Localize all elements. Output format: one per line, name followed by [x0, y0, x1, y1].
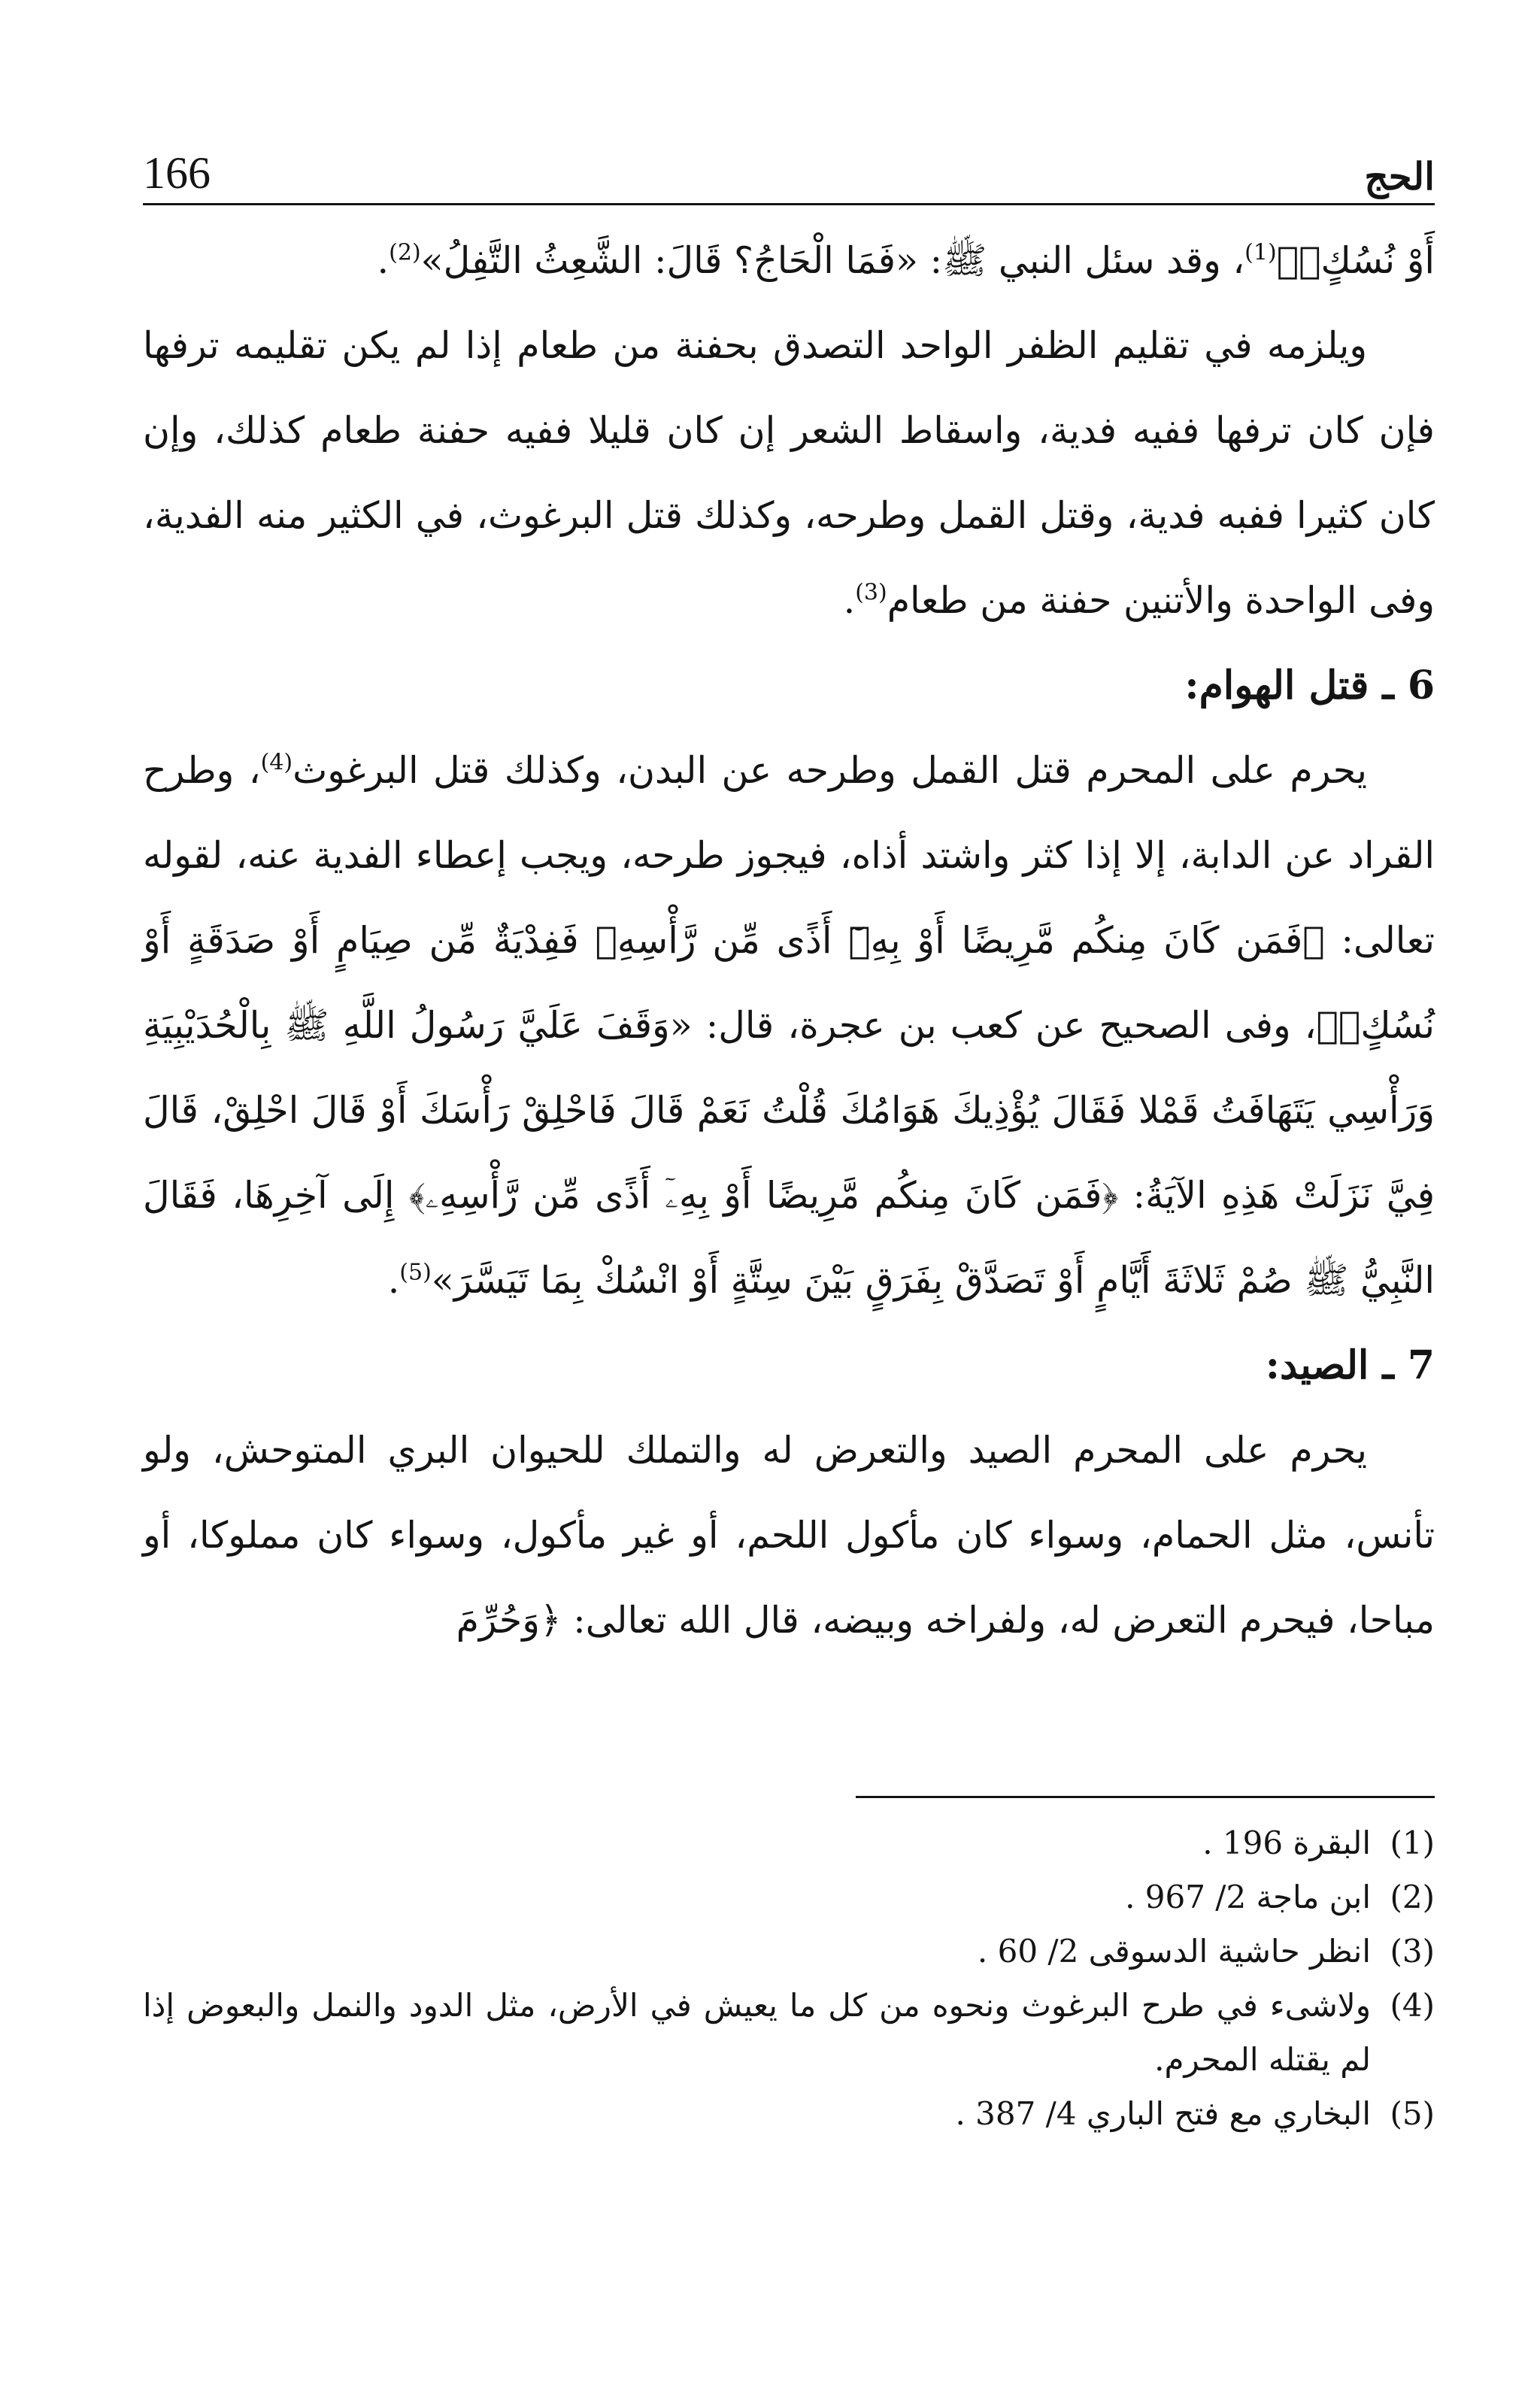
page-number: 166: [143, 148, 211, 198]
footnote-ref-4: (4): [260, 749, 293, 776]
footnote-text: انظر حاشية الدسوقى 2/ 60 .: [977, 1933, 1371, 1970]
running-title: الحج: [1364, 154, 1435, 199]
footnote: [143, 1816, 1435, 1870]
quran-verse-start: ﴿وَحُرِّمَ: [456, 1599, 562, 1642]
header-divider: [143, 203, 1435, 205]
punctuation: .: [377, 239, 390, 282]
paragraph-4: [143, 1408, 1435, 1663]
quran-verse: ﴿فَمَن كَانَ مِنكُم مَّرِيضًا أَوْ بِهِۦٓ أَذًى مِّن رَّأْسِهِۦ فَفِدْيَةٌ مِّن صِيَامٍ أَوْ صَدَقَةٍ أَوْ نُسُكٍۚ﴾: [143, 919, 1435, 1047]
paragraph-text: يحرم على المحرم قتل القمل وطرحه عن البدن، وكذلك قتل البرغوث: [293, 749, 1367, 792]
punctuation: .: [843, 579, 856, 622]
footnote-text: ابن ماجة 2/ 967 .: [1125, 1879, 1371, 1915]
footnote: [143, 1979, 1435, 2087]
footnote: [143, 1924, 1435, 1979]
footnote-ref-3: (3): [855, 579, 887, 606]
footnote-ref-1: (1): [1244, 239, 1277, 266]
paragraph-2: [143, 303, 1435, 643]
paragraph-1: [143, 218, 1435, 303]
footnote-number: (1): [1390, 1824, 1435, 1861]
footnote-number: (2): [1390, 1879, 1435, 1915]
section-heading-6: 6 ـ قتل الهوام:: [1184, 663, 1435, 708]
footnote-divider: [856, 1796, 1435, 1798]
section-heading-7: 7 ـ الصيد:: [1265, 1342, 1435, 1388]
footnote: [143, 2087, 1435, 2141]
hadith-text: ، وقد سئل النبي ﷺ: «فَمَا الْحَاجُ؟ قَالَ: الشَّعِثُ التَّفِلُ»: [420, 239, 1245, 282]
paragraph-text: يحرم على المحرم الصيد والتعرض له والتملك للحيوان البري المتوحش، ولو تأنس، مثل الحمام، وسواء كان مأكول اللحم، أو غير مأكول، وسواء كان مملوكا، أو مباحا، فيحرم التعرض له، ولفراخه وبيضه، قال الله تعالى:: [143, 1429, 1435, 1642]
page-header: [143, 113, 1435, 199]
footnote-ref-2: (2): [389, 239, 421, 266]
paragraph-3: [143, 728, 1435, 1323]
footnote-text: البقرة 196 .: [1202, 1824, 1371, 1861]
footnote-number: (5): [1390, 2095, 1435, 2132]
hadith-text: إِلَى آخِرِهَا، فَقَالَ النَّبِيُّ ﷺ صُمْ ثَلاثَةَ أَيَّامٍ أَوْ تَصَدَّقْ بِفَرَقٍ بَيْنَ سِتَّةٍ أَوْ انْسُكْ بِمَا تَيَسَّرَ»: [143, 1174, 1435, 1302]
main-text: [143, 218, 1435, 1663]
paragraph-text: ويلزمه في تقليم الظفر الواحد التصدق بحفنة من طعام إذا لم يكن تقليمه ترفها فإن كان ترفها ففيه فدية، واسقاط الشعر إن كان قليلا ففيه حفنة طعام كذلك، وإن كان كثيرا ففبه فدية، وقتل القمل وطرحه، وكذلك قتل البرغوث، في الكثير منه الفدية، وفى الواحدة والأتنين حفنة من طعام: [143, 324, 1435, 622]
footnote-ref-5: (5): [399, 1259, 432, 1286]
footnote-text: ولاشىء في طرح البرغوث ونحوه من كل ما يعيش في الأرض، مثل الدود والنمل والبعوض إذا لم يقتله المحرم.: [143, 1987, 1371, 2078]
paragraph-text: ، وطرح القراد عن الدابة، إلا إذا كثر واشتد أذاه، فيجوز طرحه، ويجب إعطاء الفدية عنه، لقوله تعالى:: [143, 749, 1435, 962]
punctuation: .: [387, 1259, 400, 1302]
footnote: [143, 1870, 1435, 1924]
footnote-text: البخاري مع فتح الباري 4/ 387 .: [955, 2095, 1371, 2132]
quran-verse-end: أَوْ نُسُكٍۚ﴾: [1276, 239, 1435, 282]
footnote-number: (4): [1390, 1987, 1435, 2024]
footnote-number: (3): [1390, 1933, 1435, 1970]
hadith-text: ، وفى الصحيح عن كعب بن عجرة، قال: «وَقَفَ عَلَيَّ رَسُولُ اللَّهِ ﷺ بِالْحُدَيْبِيَةِ وَرَأْسِي يَتَهَافَتُ قَمْلا فَقَالَ يُؤْذِيكَ هَوَامُكَ قُلْتُ نَعَمْ قَالَ فَاحْلِقْ رَأْسَكَ أَوْ قَالَ احْلِقْ، قَالَ فِيَّ نَزَلَتْ هَذِهِ الآيَةُ:: [143, 1004, 1435, 1217]
quran-verse: ﴿فَمَن كَانَ مِنكُم مَّرِيضًا أَوْ بِهِۦٓ أَذًى مِّن رَّأْسِهِۦ﴾: [408, 1174, 1119, 1217]
footnotes: [143, 1816, 1435, 2141]
